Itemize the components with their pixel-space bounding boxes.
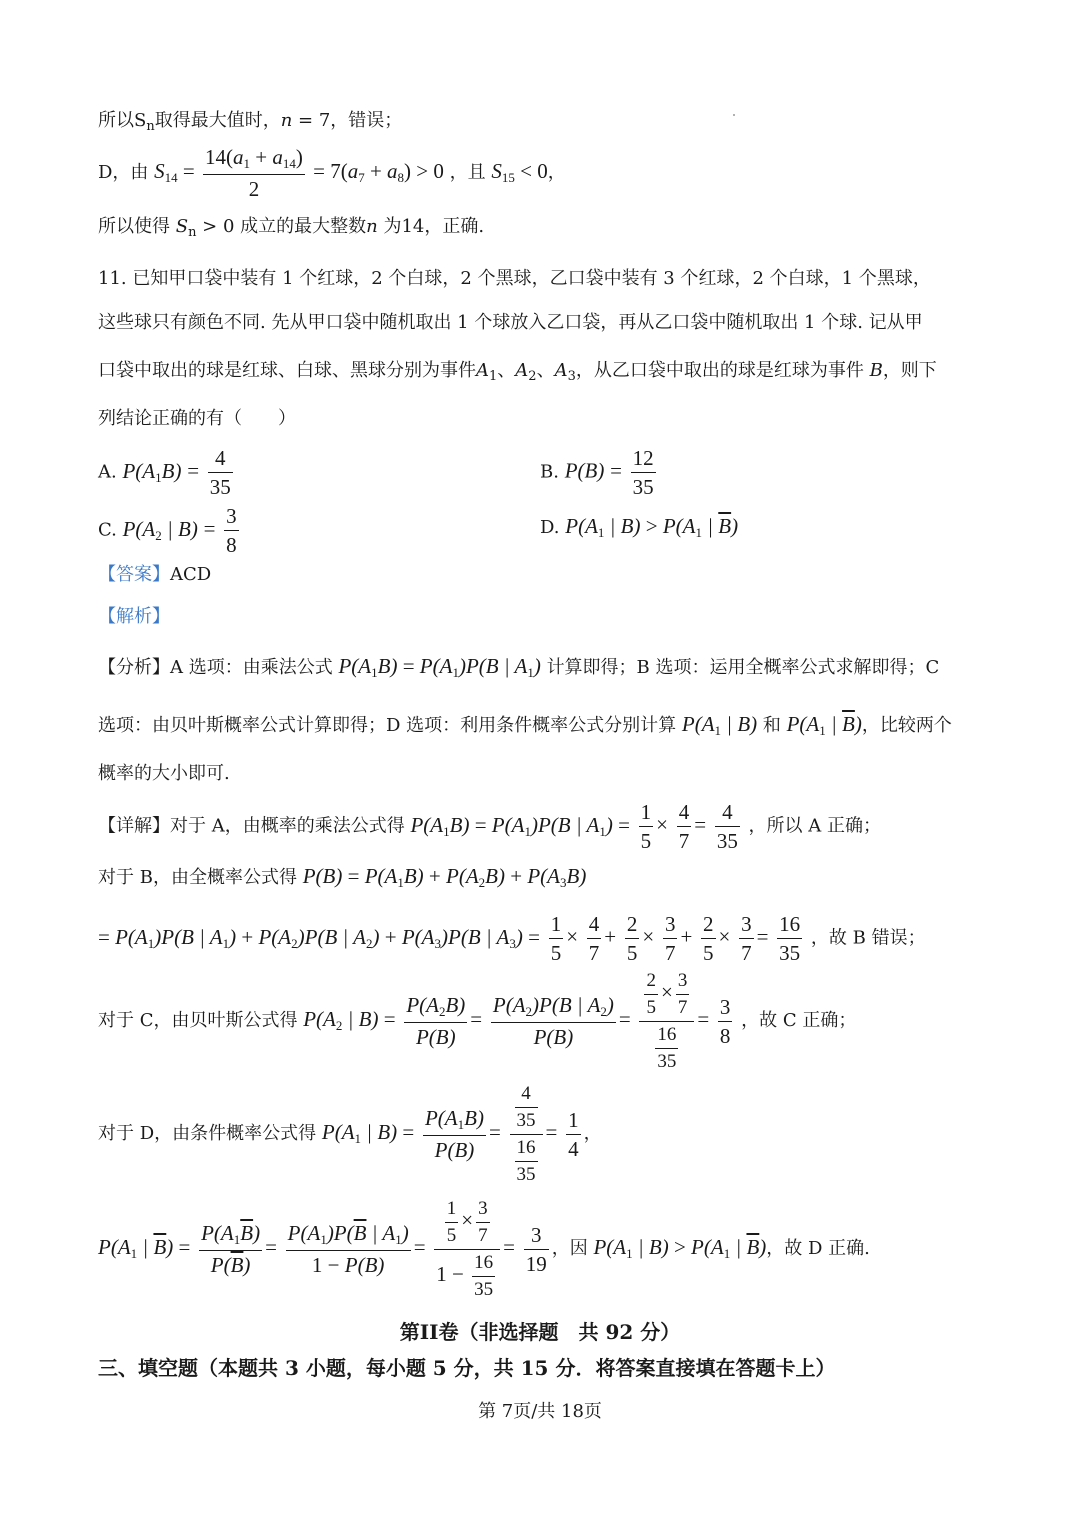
q11-line-2: 这些球只有颜色不同. 先从甲口袋中随机取出 1 个球放入乙口袋，再从乙口袋中随机取出 1 个球. 记从甲 [98, 312, 923, 333]
detail-label: 【详解】 [98, 815, 170, 837]
fenxi-line-2-a: 选项：由贝叶斯概率公式计算即得；D 选项：利用条件概率公式分别计算 [98, 715, 677, 736]
q11-line-3 [98, 362, 937, 383]
detail-b-line-2: = $P(A_1)P(B$ | $A_1) + P(A_2)P(B$ | $A_2) + P(A_3)P(B$ | $A_3$) = $\frac{1}{5}$ × $\frac{4}{7}$ + $\frac{2}{5}$ × $\frac{3}{7}$ + $\frac{2}{5}$ × $\frac{3}{7}$ = $\frac{16}{35}$ ，故 B 错误； [98, 912, 926, 966]
fenxi-line-1-a: A 选项：由乘法公式 [170, 657, 333, 678]
q11-line-1: 11. 已知甲口袋中装有 1 个红球，2 个白球，2 个黑球，乙口袋中装有 3 个红球，2 个白球，1 个黑球， [98, 268, 931, 289]
section-2-title: 第II卷（非选择题 共 92 分） [399, 1320, 681, 1344]
prev-line-3-text: 所以使得 $S_n > 0$ 成立的最大整数n 为14，正确. [98, 216, 485, 240]
option-a: A. $P(A_1B)$ = $\frac{4}{35}$ [98, 446, 231, 500]
fenxi-line-2: 选项：由贝叶斯概率公式计算即得；D 选项：利用条件概率公式分别计算 $P(A_1$ | B) 和 $P(A_1$ | $\overline{B}$)，比较两个 [98, 712, 952, 738]
detail-d-pre: 对于 D，由条件概率公式得 [98, 1123, 317, 1145]
fenxi-line-1: 【分析】A 选项：由乘法公式 $P(A_1B) = P(A_1)P(B$ | $A_1$) 计算即得；B 选项：运用全概率公式求解即得；C [98, 654, 940, 680]
section-3-title: 三、填空题（本题共 3 小题，每小题 5 分，共 15 分．将答案直接填在答题卡上） [98, 1356, 836, 1380]
prev-line-3 [98, 218, 484, 239]
detail-c-pre: 对于 C，由贝叶斯公式得 [98, 1010, 298, 1032]
detail-d-post1: ， [583, 1123, 602, 1145]
detail-d-line-1: 对于 D，由条件概率公式得 $P(A_1$ | B) = $\frac{P(A_1B)}{P(B)}$ = $\frac{\frac{4}{35}}{\frac{16}{35}}$ = $\frac{1}{4}$ ， [98, 1083, 602, 1185]
fenxi-line-3: 概率的大小即可. [98, 763, 230, 784]
formula-s14: $S_{14}$ = $\frac{14(a_1 + a_{14})}{2}$ = $7(a_7 + a_8) > 0$ [154, 145, 444, 201]
detail-b-line-1: 对于 B，由全概率公式得 $P(B) = P(A_1B) + P(A_2B) + P(A_3B)$ [98, 864, 587, 890]
option-d-label: D. [540, 517, 560, 538]
detail-a: 【详解】对于 A，由概率的乘法公式得 $P(A_1B) = P(A_1)P(B$ | $A_1$) = $\frac{1}{5}$ × $\frac{4}{7}$ = $\frac{4}{35}$ ，所以 A 正确； [98, 800, 881, 854]
prev-line-2-tail: ，且 [449, 161, 486, 183]
option-d: D. $P(A_1$ | $B) > P(A_1$ | $\overline{B}$) [540, 514, 739, 540]
detail-d-line-2: $P(A_1$ | $\overline{B}$) = $\frac{P(A_1\overline{B})}{P(\overline{B})}$ = $\frac{P(A_1)P(\overline{B} | A_1)}{1 - P(B)}$ = $\frac{1}{5}$ × $\frac{3}{7}$ 1 − $\frac{16}{35}$ = $\frac{3}{19}$ ，因 $P(A_1$ | $B) > P(A_1$ | $\overline{B}$)，故 D 正确. [98, 1198, 870, 1300]
option-b: B. P(B) = $\frac{12}{35}$ [540, 446, 654, 500]
q11-line-3-text: 口袋中取出的球是红球、白球、黑球分别为事件$A_1$、$A_2$、$A_3$，从乙口袋中取出的球是红球为事件 B，则下 [98, 360, 937, 384]
analysis-label: 【解析】 [98, 606, 170, 627]
detail-d-post2: ，故 D 正确. [766, 1238, 870, 1260]
formula-s15: $S_{15} < 0$ [491, 158, 548, 185]
answer-label: 【答案】 [98, 564, 170, 585]
detail-c-post: ，故 C 正确； [741, 1010, 857, 1032]
fenxi-label: 【分析】 [98, 657, 170, 678]
answer-value: ACD [170, 564, 212, 585]
detail-c: 对于 C，由贝叶斯公式得 $P(A_2$ | B) = $\frac{P(A_2B)}{P(B)}$ = $\frac{P(A_2)P(B | A_2)}{P(B)}$ = $\frac{2}{5}$ × $\frac{3}{7}$ $\frac{16}{35}$ = $\frac{3}{8}$ ，故 C 正确； [98, 970, 857, 1072]
detail-a-pre: 对于 A，由概率的乘法公式得 [170, 815, 405, 837]
prev-line-2-pre: D，由 [98, 161, 149, 183]
option-c: C. $P(A_2$ | B) = $\frac{3}{8}$ [98, 504, 237, 558]
stray-dot [733, 114, 735, 116]
prev-line-1 [98, 112, 402, 133]
q11-line-4: 列结论正确的有（ ） [98, 408, 296, 429]
detail-a-post: ，所以 A 正确； [748, 815, 881, 837]
answer-line [98, 566, 211, 584]
detail-b-pre: 对于 B，由全概率公式得 [98, 867, 297, 888]
fenxi-line-2-b: 和 [762, 715, 781, 736]
fenxi-line-1-b: 计算即得；B 选项：运用全概率公式求解即得；C [546, 657, 940, 678]
option-b-label: B. [540, 461, 559, 483]
option-c-label: C. [98, 519, 117, 541]
detail-d-mid: ，因 [551, 1238, 588, 1260]
page-footer: 第 7页/共 18页 [478, 1401, 602, 1422]
analysis-line [98, 608, 170, 626]
prev-line-2: D，由 $S_{14}$ = $\frac{14(a_1 + a_{14})}{2}$ = $7(a_7 + a_8) > 0$ ，且 $S_{15} < 0$， [98, 145, 566, 201]
prev-line-1-text: 所以$S_n$取得最大值时，n = 7，错误； [98, 110, 403, 134]
detail-b-post: ，故 B 错误； [810, 927, 926, 949]
option-a-label: A. [98, 461, 117, 483]
fenxi-line-2-c: ，比较两个 [861, 715, 952, 736]
